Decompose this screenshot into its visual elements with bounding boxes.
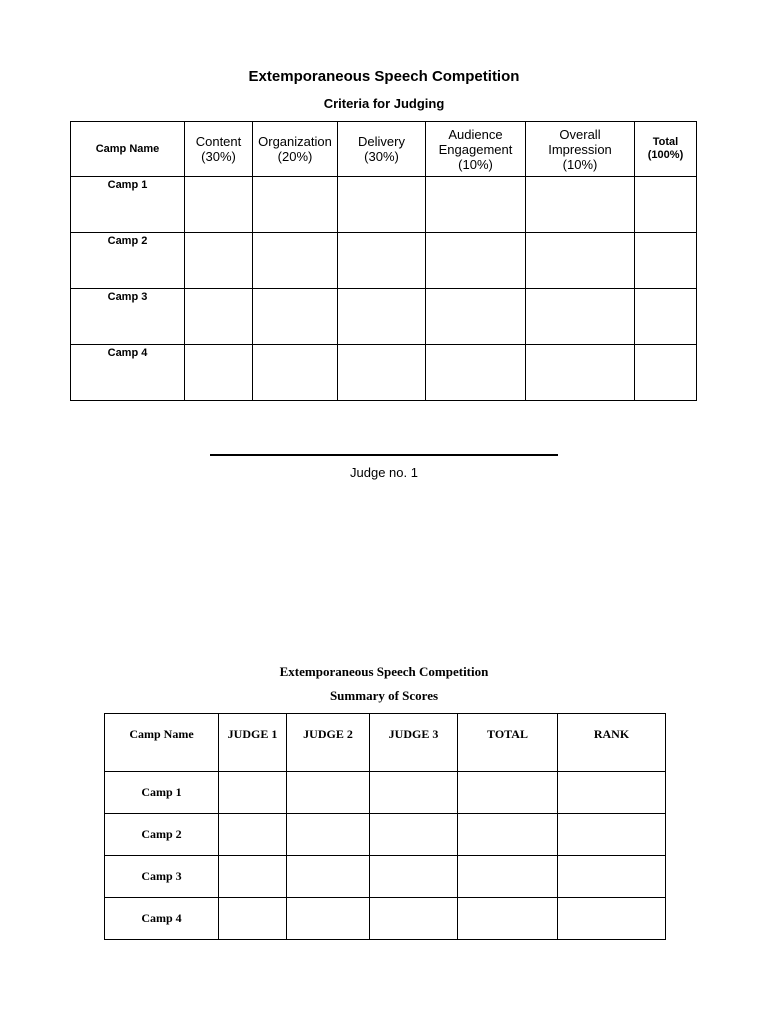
score-cell[interactable] (558, 898, 666, 940)
score-cell[interactable] (185, 233, 253, 289)
summary-title: Extemporaneous Speech Competition (279, 664, 489, 679)
summary-table (104, 713, 666, 940)
summary-header-total: TOTAL (458, 714, 558, 772)
score-cell[interactable] (370, 856, 458, 898)
header-content-weight: (30%) (201, 149, 236, 164)
score-cell[interactable] (426, 345, 526, 401)
score-cell[interactable] (635, 345, 697, 401)
score-cell[interactable] (253, 177, 338, 233)
score-cell[interactable] (219, 772, 287, 814)
header-total (635, 122, 697, 177)
camp-name-cell: Camp 3 (105, 856, 219, 898)
score-cell[interactable] (426, 289, 526, 345)
score-cell[interactable] (219, 898, 287, 940)
score-cell[interactable] (526, 345, 635, 401)
camp-name-cell: Camp 2 (105, 814, 219, 856)
header-content-label: Content (195, 134, 242, 149)
header-organization-label: Organization (258, 134, 332, 149)
score-cell[interactable] (426, 177, 526, 233)
summary-header-rank: RANK (558, 714, 666, 772)
score-cell[interactable] (185, 289, 253, 345)
header-overall-label-2: Impression (548, 141, 612, 157)
summary-header-judge-2: JUDGE 2 (287, 714, 370, 772)
criteria-header-row (71, 122, 697, 177)
score-cell[interactable] (287, 772, 370, 814)
header-audience-engagement (426, 122, 526, 177)
score-cell[interactable] (370, 814, 458, 856)
score-cell[interactable] (219, 814, 287, 856)
score-cell[interactable] (287, 856, 370, 898)
criteria-table (70, 121, 697, 401)
score-cell[interactable] (287, 814, 370, 856)
camp-name-cell: Camp 1 (105, 772, 219, 814)
camp-name-cell: Camp 4 (71, 345, 185, 401)
header-organization (253, 122, 338, 177)
header-camp-name: Camp Name (71, 122, 185, 177)
header-audience-label-2: Engagement (438, 141, 513, 157)
table-row (71, 289, 697, 345)
score-cell[interactable] (558, 772, 666, 814)
score-cell[interactable] (253, 345, 338, 401)
score-cell[interactable] (458, 898, 558, 940)
table-row (105, 814, 666, 856)
header-overall-weight: (10%) (562, 156, 598, 172)
summary-header-judge-3: JUDGE 3 (370, 714, 458, 772)
score-cell[interactable] (558, 814, 666, 856)
header-total-label: Total (652, 136, 679, 148)
table-row (105, 898, 666, 940)
judge-label: Judge no. 1 (350, 465, 418, 480)
score-cell[interactable] (635, 177, 697, 233)
score-cell[interactable] (458, 814, 558, 856)
table-row (71, 233, 697, 289)
header-audience-label-1: Audience (448, 126, 503, 142)
summary-header-row (105, 714, 666, 772)
score-cell[interactable] (338, 233, 426, 289)
score-cell[interactable] (338, 289, 426, 345)
score-cell[interactable] (219, 856, 287, 898)
table-row (105, 856, 666, 898)
score-cell[interactable] (458, 856, 558, 898)
criteria-subtitle: Criteria for Judging (323, 96, 445, 111)
header-delivery-label: Delivery (358, 134, 405, 149)
score-cell[interactable] (558, 856, 666, 898)
criteria-title: Extemporaneous Speech Competition (248, 68, 520, 85)
signature-line (210, 454, 558, 456)
camp-name-cell: Camp 4 (105, 898, 219, 940)
score-cell[interactable] (635, 289, 697, 345)
header-organization-weight: (20%) (277, 149, 313, 164)
header-content (185, 122, 253, 177)
summary-header-camp-name: Camp Name (105, 714, 219, 772)
camp-name-cell: Camp 2 (71, 233, 185, 289)
score-cell[interactable] (526, 177, 635, 233)
score-cell[interactable] (185, 345, 253, 401)
summary-header-judge-1: JUDGE 1 (219, 714, 287, 772)
score-cell[interactable] (185, 177, 253, 233)
score-cell[interactable] (526, 289, 635, 345)
table-row (71, 345, 697, 401)
score-cell[interactable] (370, 772, 458, 814)
score-cell[interactable] (338, 177, 426, 233)
camp-name-cell: Camp 3 (71, 289, 185, 345)
header-audience-weight: (10%) (458, 156, 493, 172)
score-cell[interactable] (338, 345, 426, 401)
table-row (71, 177, 697, 233)
summary-subtitle: Summary of Scores (329, 688, 439, 703)
score-cell[interactable] (253, 289, 338, 345)
header-total-weight: (100%) (647, 149, 684, 161)
score-cell[interactable] (370, 898, 458, 940)
header-overall-label-1: Overall (559, 126, 601, 142)
score-cell[interactable] (458, 772, 558, 814)
camp-name-cell: Camp 1 (71, 177, 185, 233)
table-row (105, 772, 666, 814)
header-delivery (338, 122, 426, 177)
score-cell[interactable] (635, 233, 697, 289)
header-overall-impression (526, 122, 635, 177)
score-cell[interactable] (426, 233, 526, 289)
score-cell[interactable] (253, 233, 338, 289)
score-cell[interactable] (526, 233, 635, 289)
score-cell[interactable] (287, 898, 370, 940)
header-delivery-weight: (30%) (364, 149, 399, 164)
